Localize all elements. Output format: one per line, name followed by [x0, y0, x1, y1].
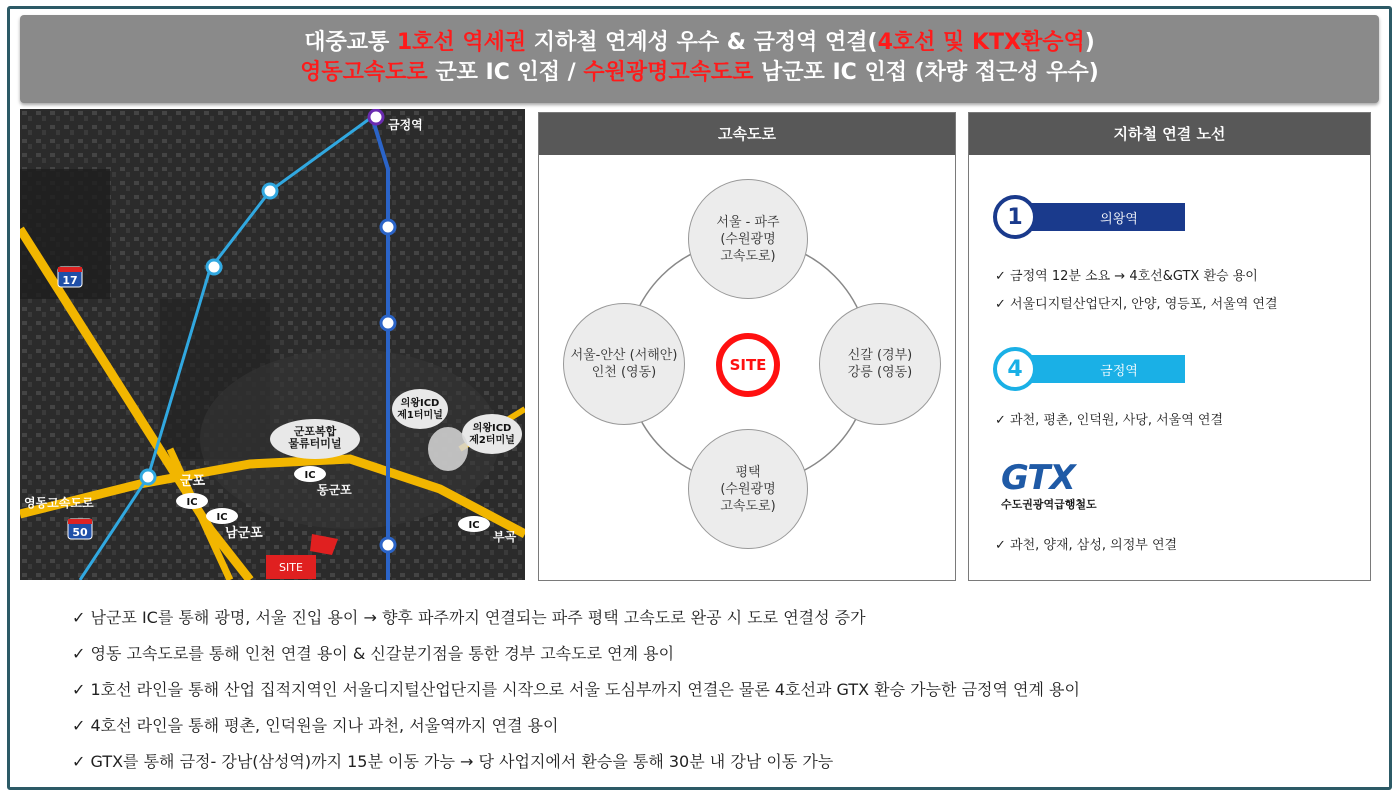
- summary-bullet: ✓ 영동 고속도로를 통해 인천 연결 용이 & 신갈분기점을 통한 경부 고속도로 연계 용이: [72, 644, 675, 663]
- headline-seg: 군포 IC 인접 /: [427, 60, 584, 85]
- headline-line-1: [20, 28, 1379, 58]
- highway-node-west: 서울-안산 (서해안) 인천 (영동): [563, 303, 685, 425]
- content-frame: [7, 6, 1392, 790]
- icd2-label: 의왕ICD 제2터미널: [469, 423, 515, 446]
- subway-panel-title: 지하철 연결 노선: [969, 113, 1370, 155]
- icd1-label: 의왕ICD 제1터미널: [397, 398, 443, 421]
- highway-node-south: 평택 (수원광명 고속도로): [688, 429, 808, 549]
- ic-label: IC: [216, 512, 228, 523]
- headline-seg: 남군포 IC 인접 (차량 접근성 우수): [753, 60, 1099, 85]
- site-marker-label: SITE: [279, 561, 303, 574]
- bugok-label: 부곡: [493, 530, 517, 544]
- summary-bullet: ✓ 4호선 라인을 통해 평촌, 인덕원을 지나 과천, 서울역까지 연결 용이: [72, 716, 559, 735]
- summary-bullets: [72, 607, 1080, 787]
- highway-node-east: 신갈 (경부) 강릉 (영동): [819, 303, 941, 425]
- headline-seg-highlight: 영동고속도로: [300, 60, 428, 85]
- line4-badge: [993, 348, 1185, 390]
- summary-bullet: ✓ 남군포 IC를 통해 광명, 서울 진입 용이 → 향후 파주까지 연결되는 파주 평택 고속도로 완공 시 도로 연결성 증가: [72, 608, 866, 627]
- line1-badge: [993, 196, 1185, 238]
- route-17-label: 17: [62, 274, 78, 287]
- ic-label: IC: [468, 520, 480, 531]
- highway-panel-title: 고속도로: [539, 113, 955, 155]
- headline-banner: [20, 15, 1379, 103]
- hub-label: 군포복합 물류터미널: [288, 425, 342, 450]
- headline-seg: 지하철 연계성 우수 & 금정역 연결(: [526, 30, 878, 55]
- line1-note-2: ✓ 서울디지털산업단지, 안양, 영등포, 서울역 연결: [995, 297, 1278, 312]
- summary-bullet: ✓ GTX를 통해 금정- 강남(삼성역)까지 15분 이동 가능 → 당 사업지에서 환승을 통해 30분 내 강남 이동 가능: [72, 752, 834, 771]
- gtx-note-1: ✓ 과천, 양재, 삼성, 의정부 연결: [995, 538, 1178, 553]
- headline-seg-highlight: 1호선 역세권: [396, 30, 527, 55]
- summary-bullet: ✓ 1호선 라인을 통해 산업 집적지역인 서울디지털산업단지를 시작으로 서울 도심부까지 연결은 물론 4호선과 GTX 환승 가능한 금정역 연계 용이: [72, 680, 1080, 699]
- headline-seg: 대중교통: [304, 30, 397, 55]
- headline-line-2: [20, 58, 1379, 88]
- ic-label: IC: [186, 497, 198, 508]
- line1-number: 1: [993, 195, 1037, 239]
- yeongdong-label: 영동고속도로: [24, 496, 94, 510]
- gtx-logo-caption: 수도권광역급행철도: [1001, 498, 1097, 511]
- headline-seg-highlight: 수원광명고속도로: [583, 60, 754, 85]
- line1-note-1: ✓ 금정역 12분 소요 → 4호선&GTX 환승 용이: [995, 269, 1258, 284]
- map-graphic: [20, 109, 525, 580]
- namgunpo-label: 남군포: [225, 526, 263, 541]
- site-center-badge: SITE: [716, 333, 780, 397]
- gtx-logo-mark: GTX: [1001, 458, 1075, 498]
- gtx-logo: [1001, 458, 1097, 512]
- line4-note-1: ✓ 과천, 평촌, 인덕원, 사당, 서울역 연결: [995, 413, 1224, 428]
- line1-station: 의왕역: [1025, 203, 1185, 231]
- subway-panel: [968, 112, 1371, 581]
- donggunpo-label: 동군포: [317, 483, 352, 497]
- aerial-map: [20, 109, 525, 580]
- headline-seg-highlight: 4호선 및 KTX환승역: [877, 30, 1085, 55]
- ic-label: IC: [304, 470, 316, 481]
- gunpo-label: 군포: [180, 474, 206, 489]
- highway-panel: [538, 112, 956, 581]
- line4-number: 4: [993, 347, 1037, 391]
- route-50-label: 50: [72, 526, 88, 539]
- highway-node-north: 서울 - 파주 (수원광명 고속도로): [688, 179, 808, 299]
- geumjeong-station-label: 금정역: [388, 118, 423, 132]
- headline-seg: ): [1084, 30, 1095, 55]
- line4-station: 금정역: [1025, 355, 1185, 383]
